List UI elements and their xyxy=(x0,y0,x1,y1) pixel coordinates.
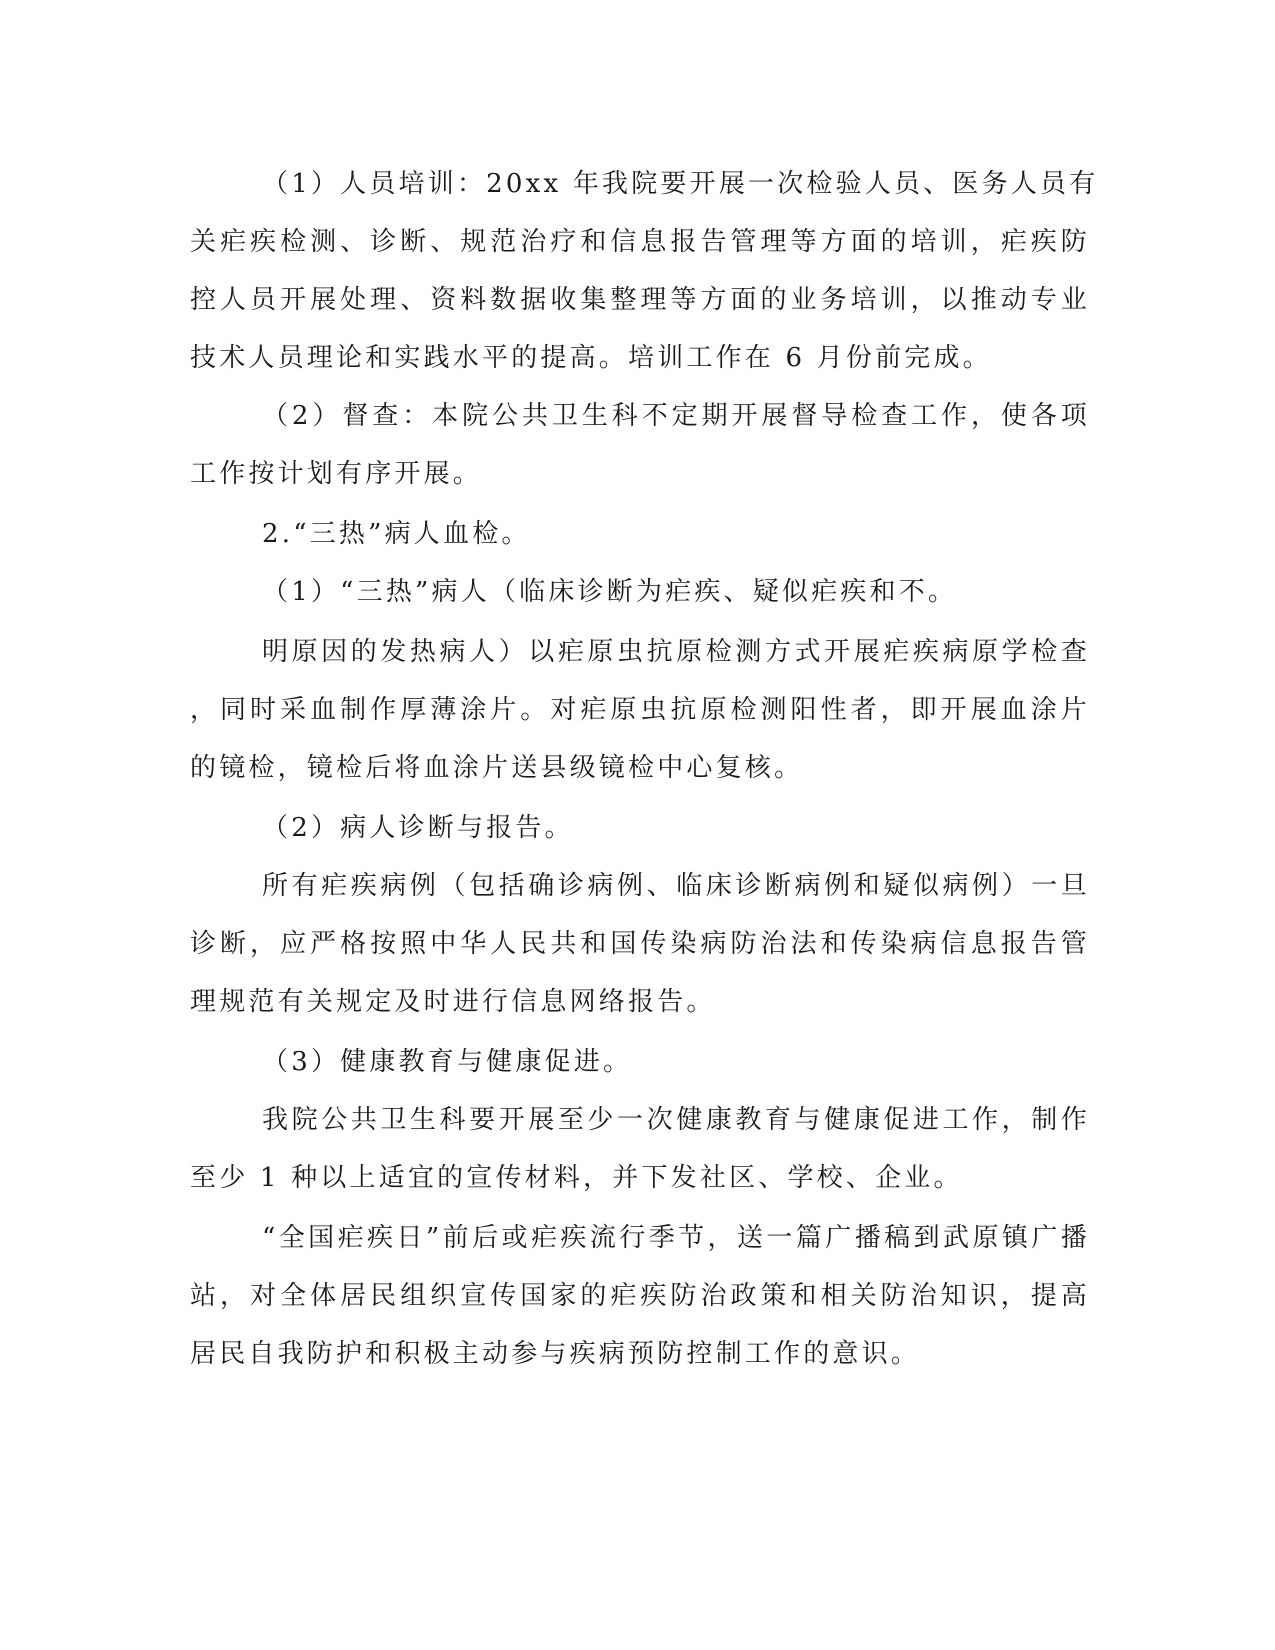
text-line: 居民自我防护和积极主动参与疾病预防控制工作的意识。 xyxy=(190,1339,921,1369)
text-line: ，同时采血制作厚薄涂片。对疟原虫抗原检测阳性者，即开展血涂片 xyxy=(190,695,1090,725)
text-line: 明原因的发热病人）以疟原虫抗原检测方式开展疟疾病原学检查 xyxy=(262,637,1090,667)
text-line: （1）“三热”病人（临床诊断为疟疾、疑似疟疾和不。 xyxy=(262,577,958,607)
text-line: 诊断，应严格按照中华人民共和国传染病防治法和传染病信息报告管 xyxy=(190,929,1090,959)
text-line: 站，对全体居民组织宣传国家的疟疾防治政策和相关防治知识，提高 xyxy=(190,1281,1090,1311)
text-line: 至少 1 种以上适宜的宣传材料，并下发社区、学校、企业。 xyxy=(190,1163,963,1193)
text-line: “全国疟疾日”前后或疟疾流行季节，送一篇广播稿到武原镇广播 xyxy=(262,1223,1090,1253)
text-line: 我院公共卫生科要开展至少一次健康教育与健康促进工作，制作 xyxy=(262,1105,1090,1135)
text-line: （1）人员培训：20xx 年我院要开展一次检验人员、医务人员有 xyxy=(262,169,1099,199)
section-heading: 2.“三热”病人血检。 xyxy=(262,519,531,549)
text-line: 的镜检，镜检后将血涂片送县级镜检中心复核。 xyxy=(190,753,804,783)
text-line: 技术人员理论和实践水平的提高。培训工作在 6 月份前完成。 xyxy=(190,343,992,373)
text-line: 理规范有关规定及时进行信息网络报告。 xyxy=(190,987,716,1017)
text-line: 关疟疾检测、诊断、规范治疗和信息报告管理等方面的培训，疟疾防 xyxy=(190,227,1090,257)
subsection-heading: （3）健康教育与健康促进。 xyxy=(262,1047,633,1077)
text-line: 工作按计划有序开展。 xyxy=(190,459,483,489)
text-line: 控人员开展处理、资料数据收集整理等方面的业务培训，以推动专业 xyxy=(190,285,1090,315)
subsection-heading: （2）病人诊断与报告。 xyxy=(262,813,574,843)
text-line: （2）督查：本院公共卫生科不定期开展督导检查工作，使各项 xyxy=(262,401,1090,431)
text-line: 所有疟疾病例（包括确诊病例、临床诊断病例和疑似病例）一旦 xyxy=(262,871,1090,901)
